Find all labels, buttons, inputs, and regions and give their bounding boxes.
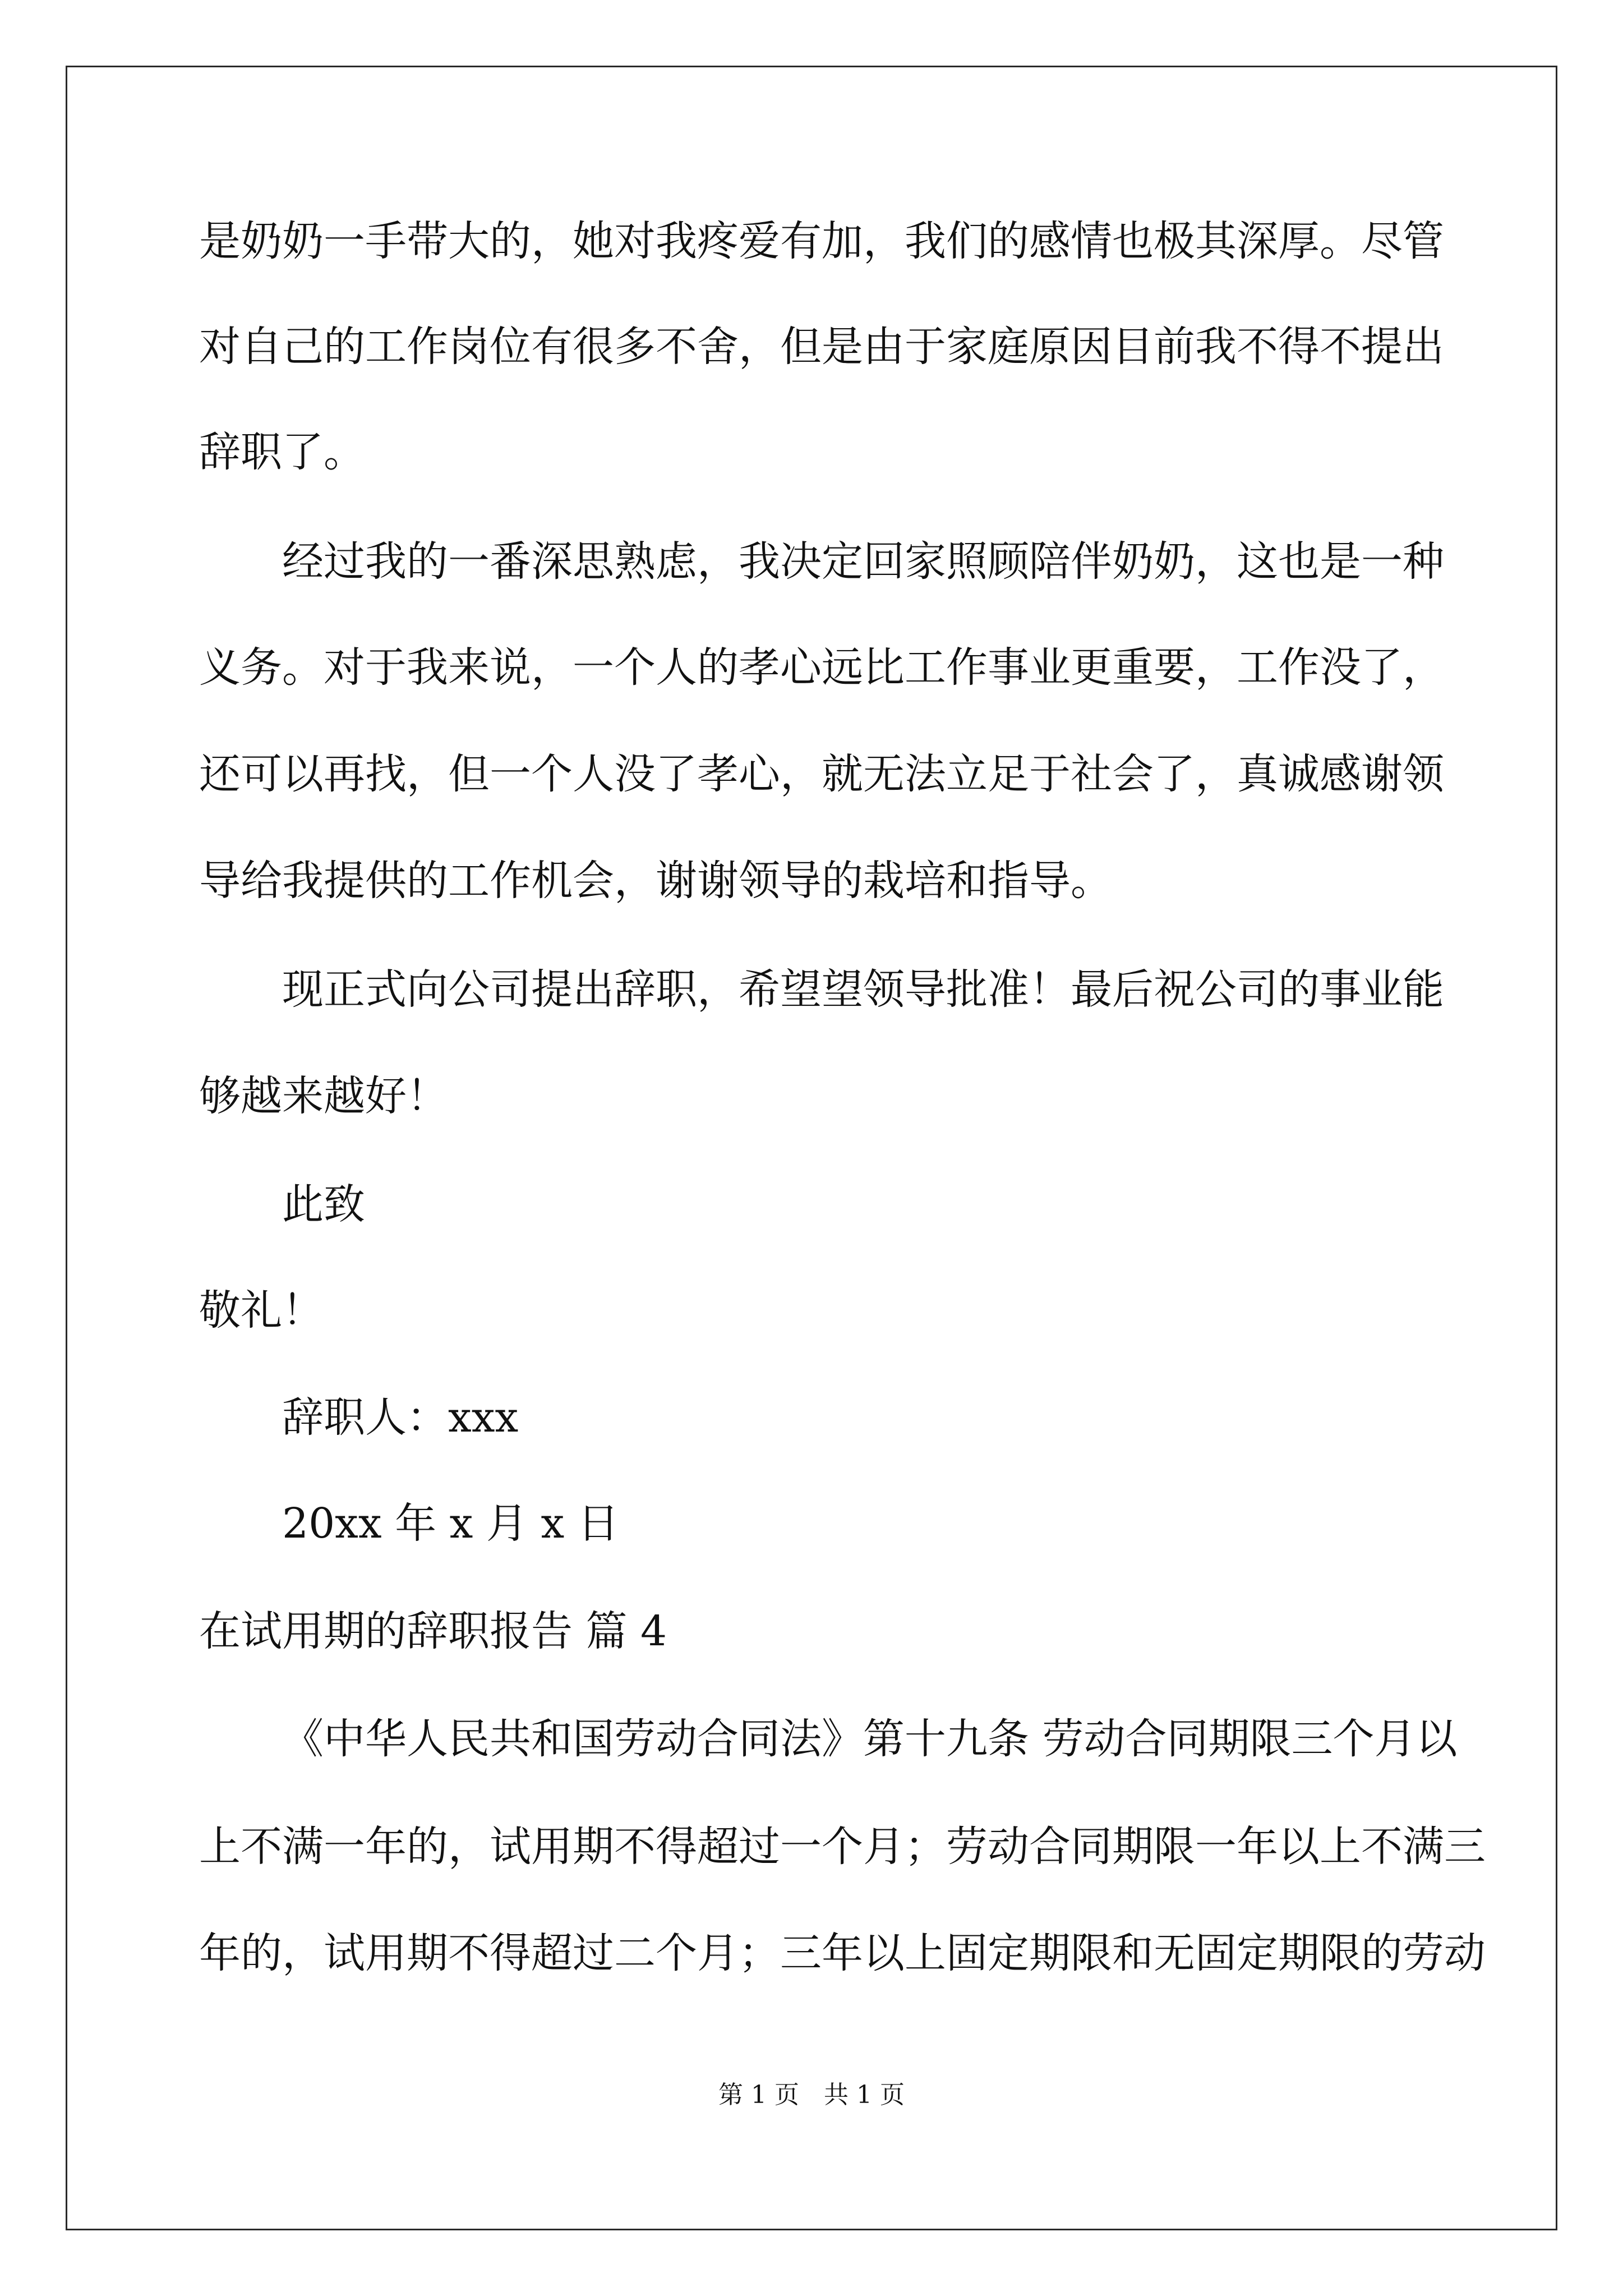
paragraph-line: 义务。对于我来说，一个人的孝心远比工作事业更重要，工作没了， [199, 643, 1444, 692]
paragraph-line: 辞职了。 [199, 428, 365, 476]
page-border [66, 66, 1557, 2230]
paragraph-line: 上不满一年的，试用期不得超过一个月；劳动合同期限一年以上不满三 [199, 1823, 1486, 1871]
page-footer [0, 2078, 1623, 2112]
paragraph-line: 还可以再找，但一个人没了孝心，就无法立足于社会了，真诚感谢领 [199, 750, 1444, 798]
closing-salutation: 此致 [282, 1180, 365, 1228]
paragraph-line: 对自己的工作岗位有很多不舍，但是由于家庭原因目前我不得不提出 [199, 323, 1444, 371]
signature-line: 辞职人：xxx [282, 1393, 519, 1442]
section-heading: 在试用期的辞职报告 篇 4 [199, 1607, 667, 1655]
paragraph-line: 是奶奶一手带大的，她对我疼爱有加，我们的感情也极其深厚。尽管 [199, 217, 1444, 265]
closing-regards: 敬礼！ [199, 1286, 324, 1335]
paragraph-line: 导给我提供的工作机会，谢谢领导的栽培和指导。 [199, 857, 1112, 905]
paragraph-line: 现正式向公司提出辞职，希望望领导批准！最后祝公司的事业能 [282, 965, 1444, 1014]
date-line: 20xx 年 x 月 x 日 [282, 1499, 619, 1548]
page-total: 共 1 页 [824, 2081, 905, 2109]
paragraph-line: 《中华人民共和国劳动合同法》第十九条 劳动合同期限三个月以 [282, 1715, 1458, 1763]
paragraph-line: 够越来越好！ [199, 1072, 448, 1120]
paragraph-line: 经过我的一番深思熟虑，我决定回家照顾陪伴奶奶，这也是一种 [282, 537, 1444, 586]
page-number: 第 1 页 [718, 2081, 799, 2109]
paragraph-line: 年的，试用期不得超过二个月；三年以上固定期限和无固定期限的劳动 [199, 1929, 1486, 1977]
